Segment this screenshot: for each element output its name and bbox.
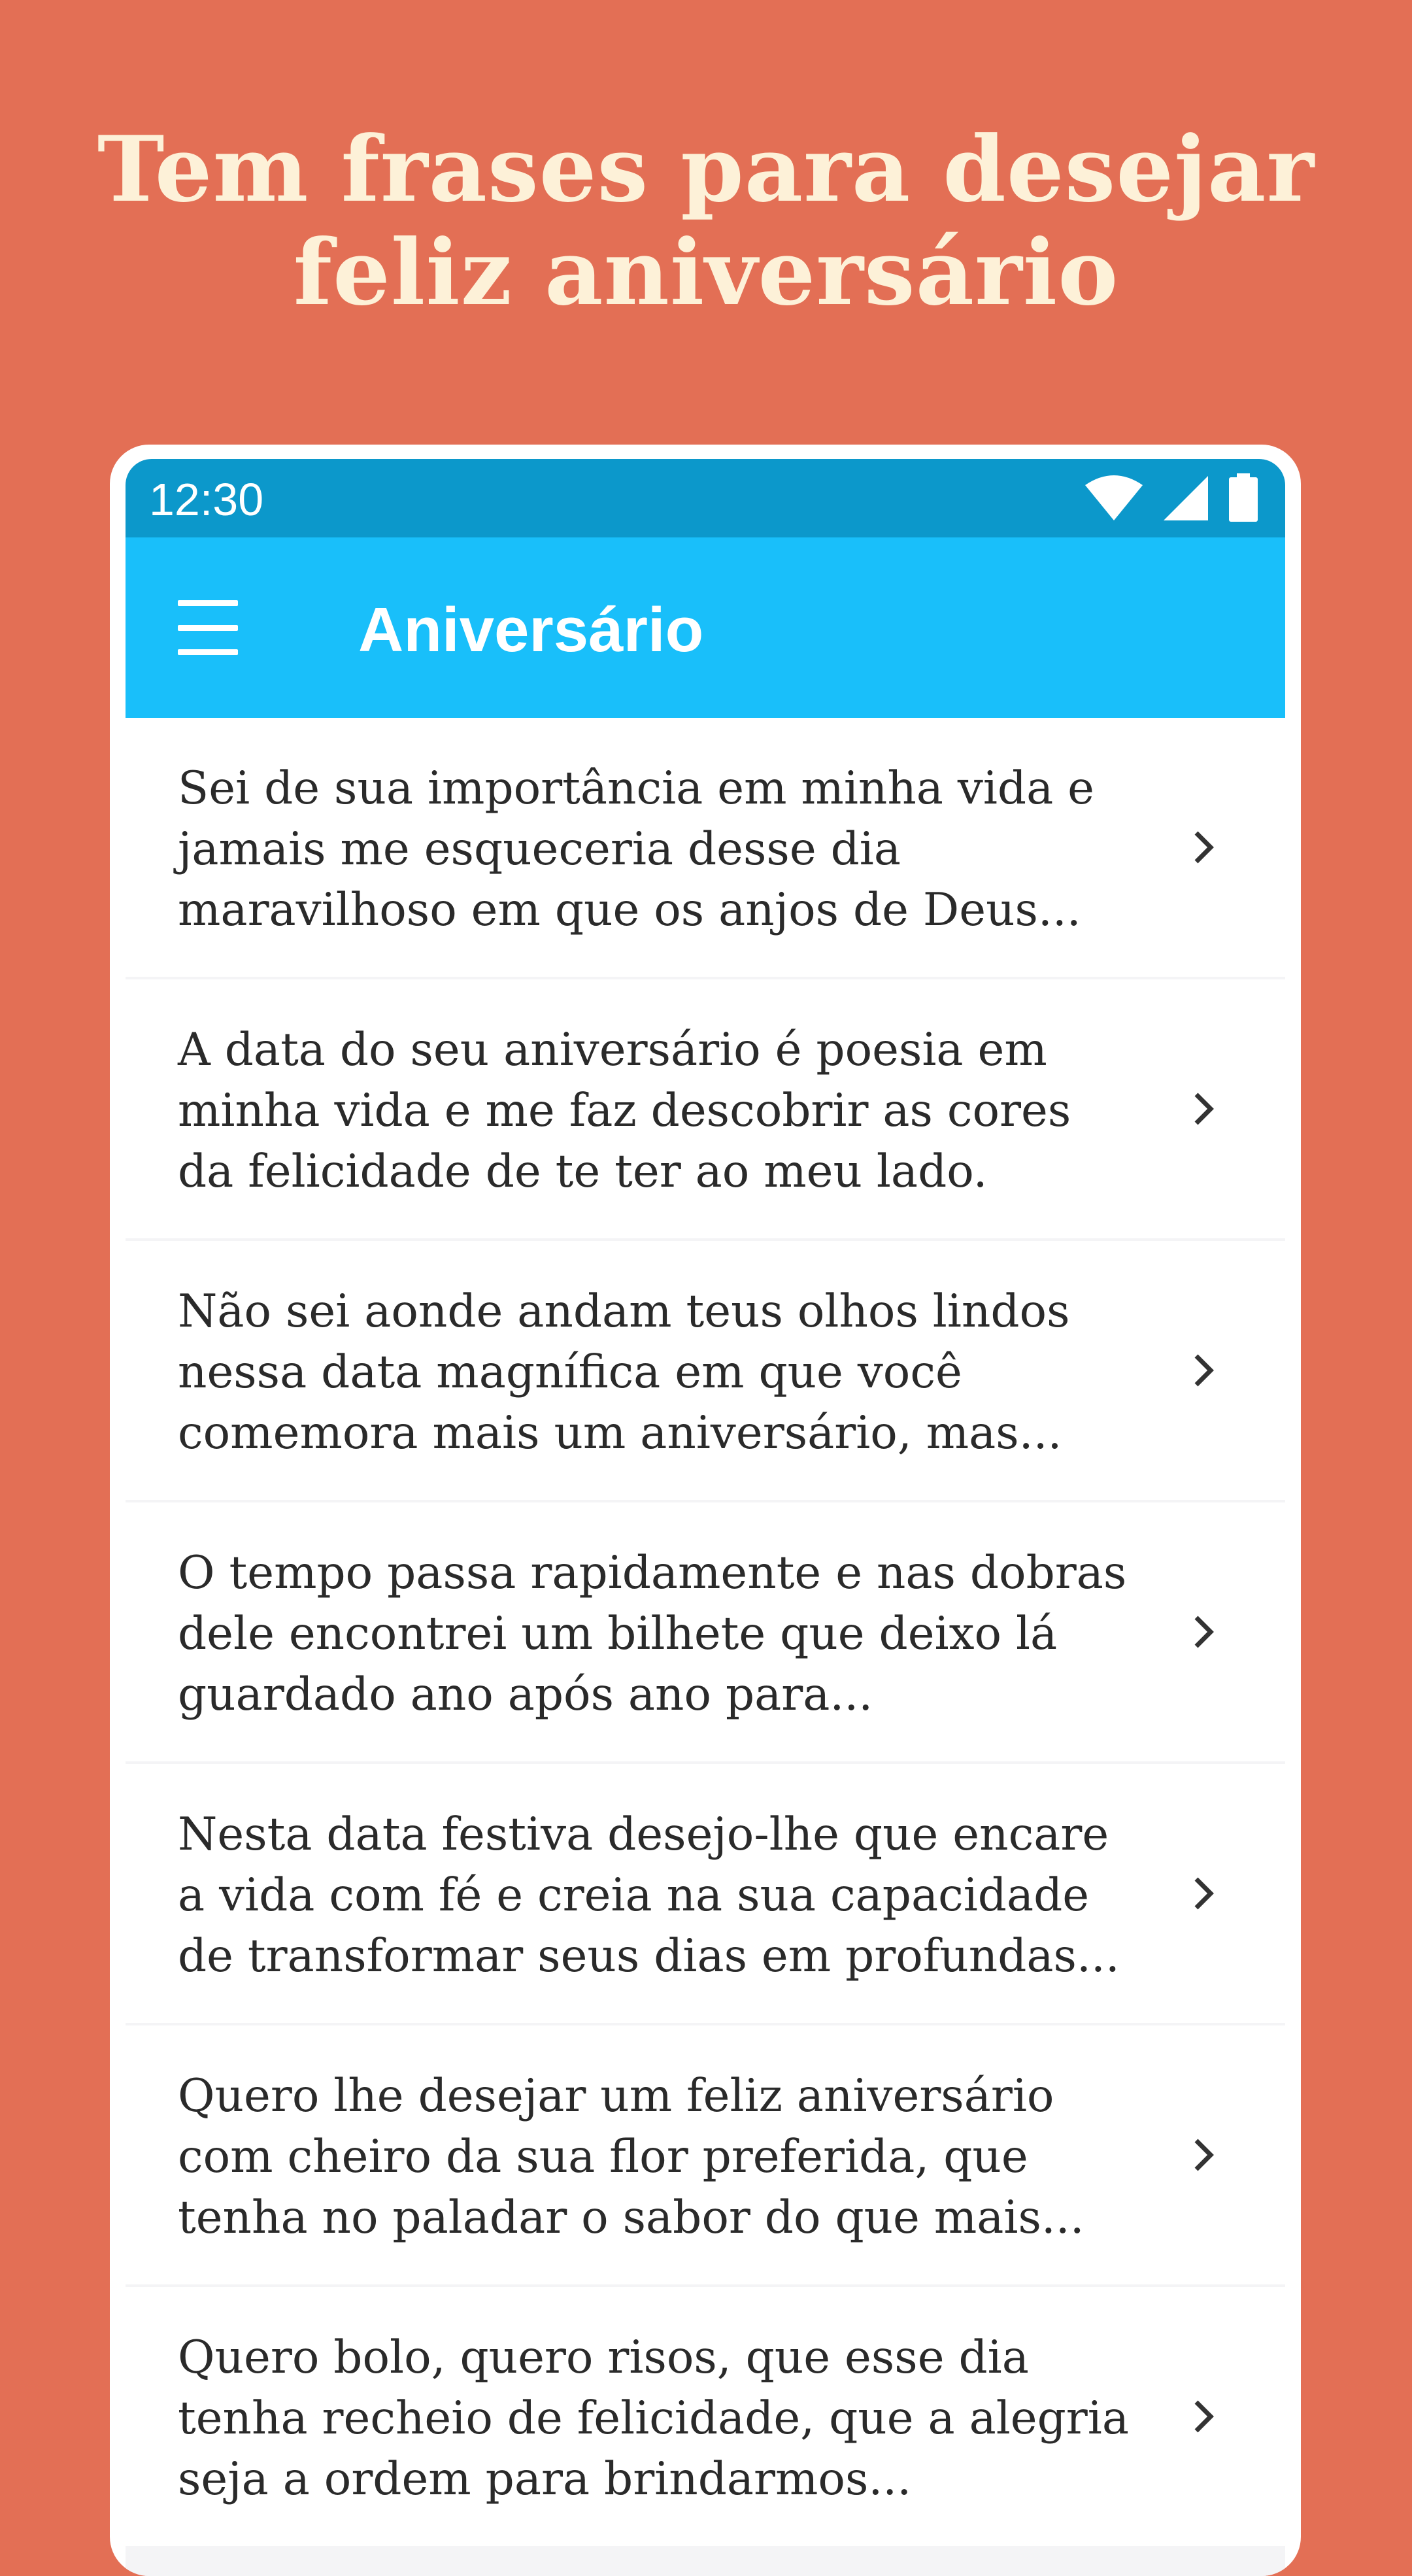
chevron-right-icon xyxy=(1183,1351,1222,1390)
phone-screen xyxy=(126,459,1285,2576)
chevron-right-icon xyxy=(1183,1874,1222,1913)
chevron-right-icon xyxy=(1183,828,1222,867)
list-item-text: Nesta data festiva desejo-lhe que encare a vida com fé e creia na sua capacidade de transformar seus dias em profundas... xyxy=(178,1808,1120,1982)
hamburger-menu-icon[interactable] xyxy=(178,600,238,655)
list-item-text: Quero lhe desejar um feliz aniversário com cheiro da sua flor preferida, que tenha no paladar o sabor do que mais... xyxy=(178,2070,1084,2244)
status-time: 12:30 xyxy=(149,474,264,525)
list-item[interactable] xyxy=(126,2287,1285,2546)
chevron-right-icon xyxy=(1183,2135,1222,2175)
list-item[interactable] xyxy=(126,1502,1285,1761)
promo-title-line-2: feliz aniversário xyxy=(293,219,1119,326)
status-icons xyxy=(1084,472,1259,524)
wifi-icon xyxy=(1084,475,1144,522)
cellular-signal-icon xyxy=(1162,475,1209,522)
list-item-text: A data do seu aniversário é poesia em minha vida e me faz descobrir as cores da felicidade de te ter ao meu lado. xyxy=(178,1024,1071,1198)
app-bar xyxy=(126,537,1285,718)
chevron-right-icon xyxy=(1183,1089,1222,1128)
list-item-text: Não sei aonde andam teus olhos lindos nessa data magnífica em que você comemora mais um aniversário, mas... xyxy=(178,1285,1070,1459)
phrase-list xyxy=(126,718,1285,2549)
list-item[interactable] xyxy=(126,1764,1285,2023)
battery-icon xyxy=(1228,473,1259,523)
phone-frame xyxy=(110,445,1301,2576)
status-bar xyxy=(126,459,1285,537)
list-item[interactable] xyxy=(126,979,1285,1238)
list-item-text: Quero bolo, quero risos, que esse dia tenha recheio de felicidade, que a alegria seja a ordem para brindarmos... xyxy=(178,2331,1129,2505)
chevron-right-icon xyxy=(1183,2397,1222,2436)
chevron-right-icon xyxy=(1183,1612,1222,1652)
list-item[interactable] xyxy=(126,2025,1285,2284)
list-item[interactable] xyxy=(126,718,1285,977)
list-item-text: Sei de sua importância em minha vida e jamais me esqueceria desse dia maravilhoso em que os anjos de Deus... xyxy=(178,762,1095,936)
app-bar-title: Aniversário xyxy=(358,595,704,665)
promo-title xyxy=(0,118,1412,324)
list-item-text: O tempo passa rapidamente e nas dobras dele encontrei um bilhete que deixo lá guardado ano após ano para... xyxy=(178,1547,1127,1721)
promo-title-line-1: Tem frases para desejar xyxy=(97,116,1315,222)
list-item[interactable] xyxy=(126,1241,1285,1500)
